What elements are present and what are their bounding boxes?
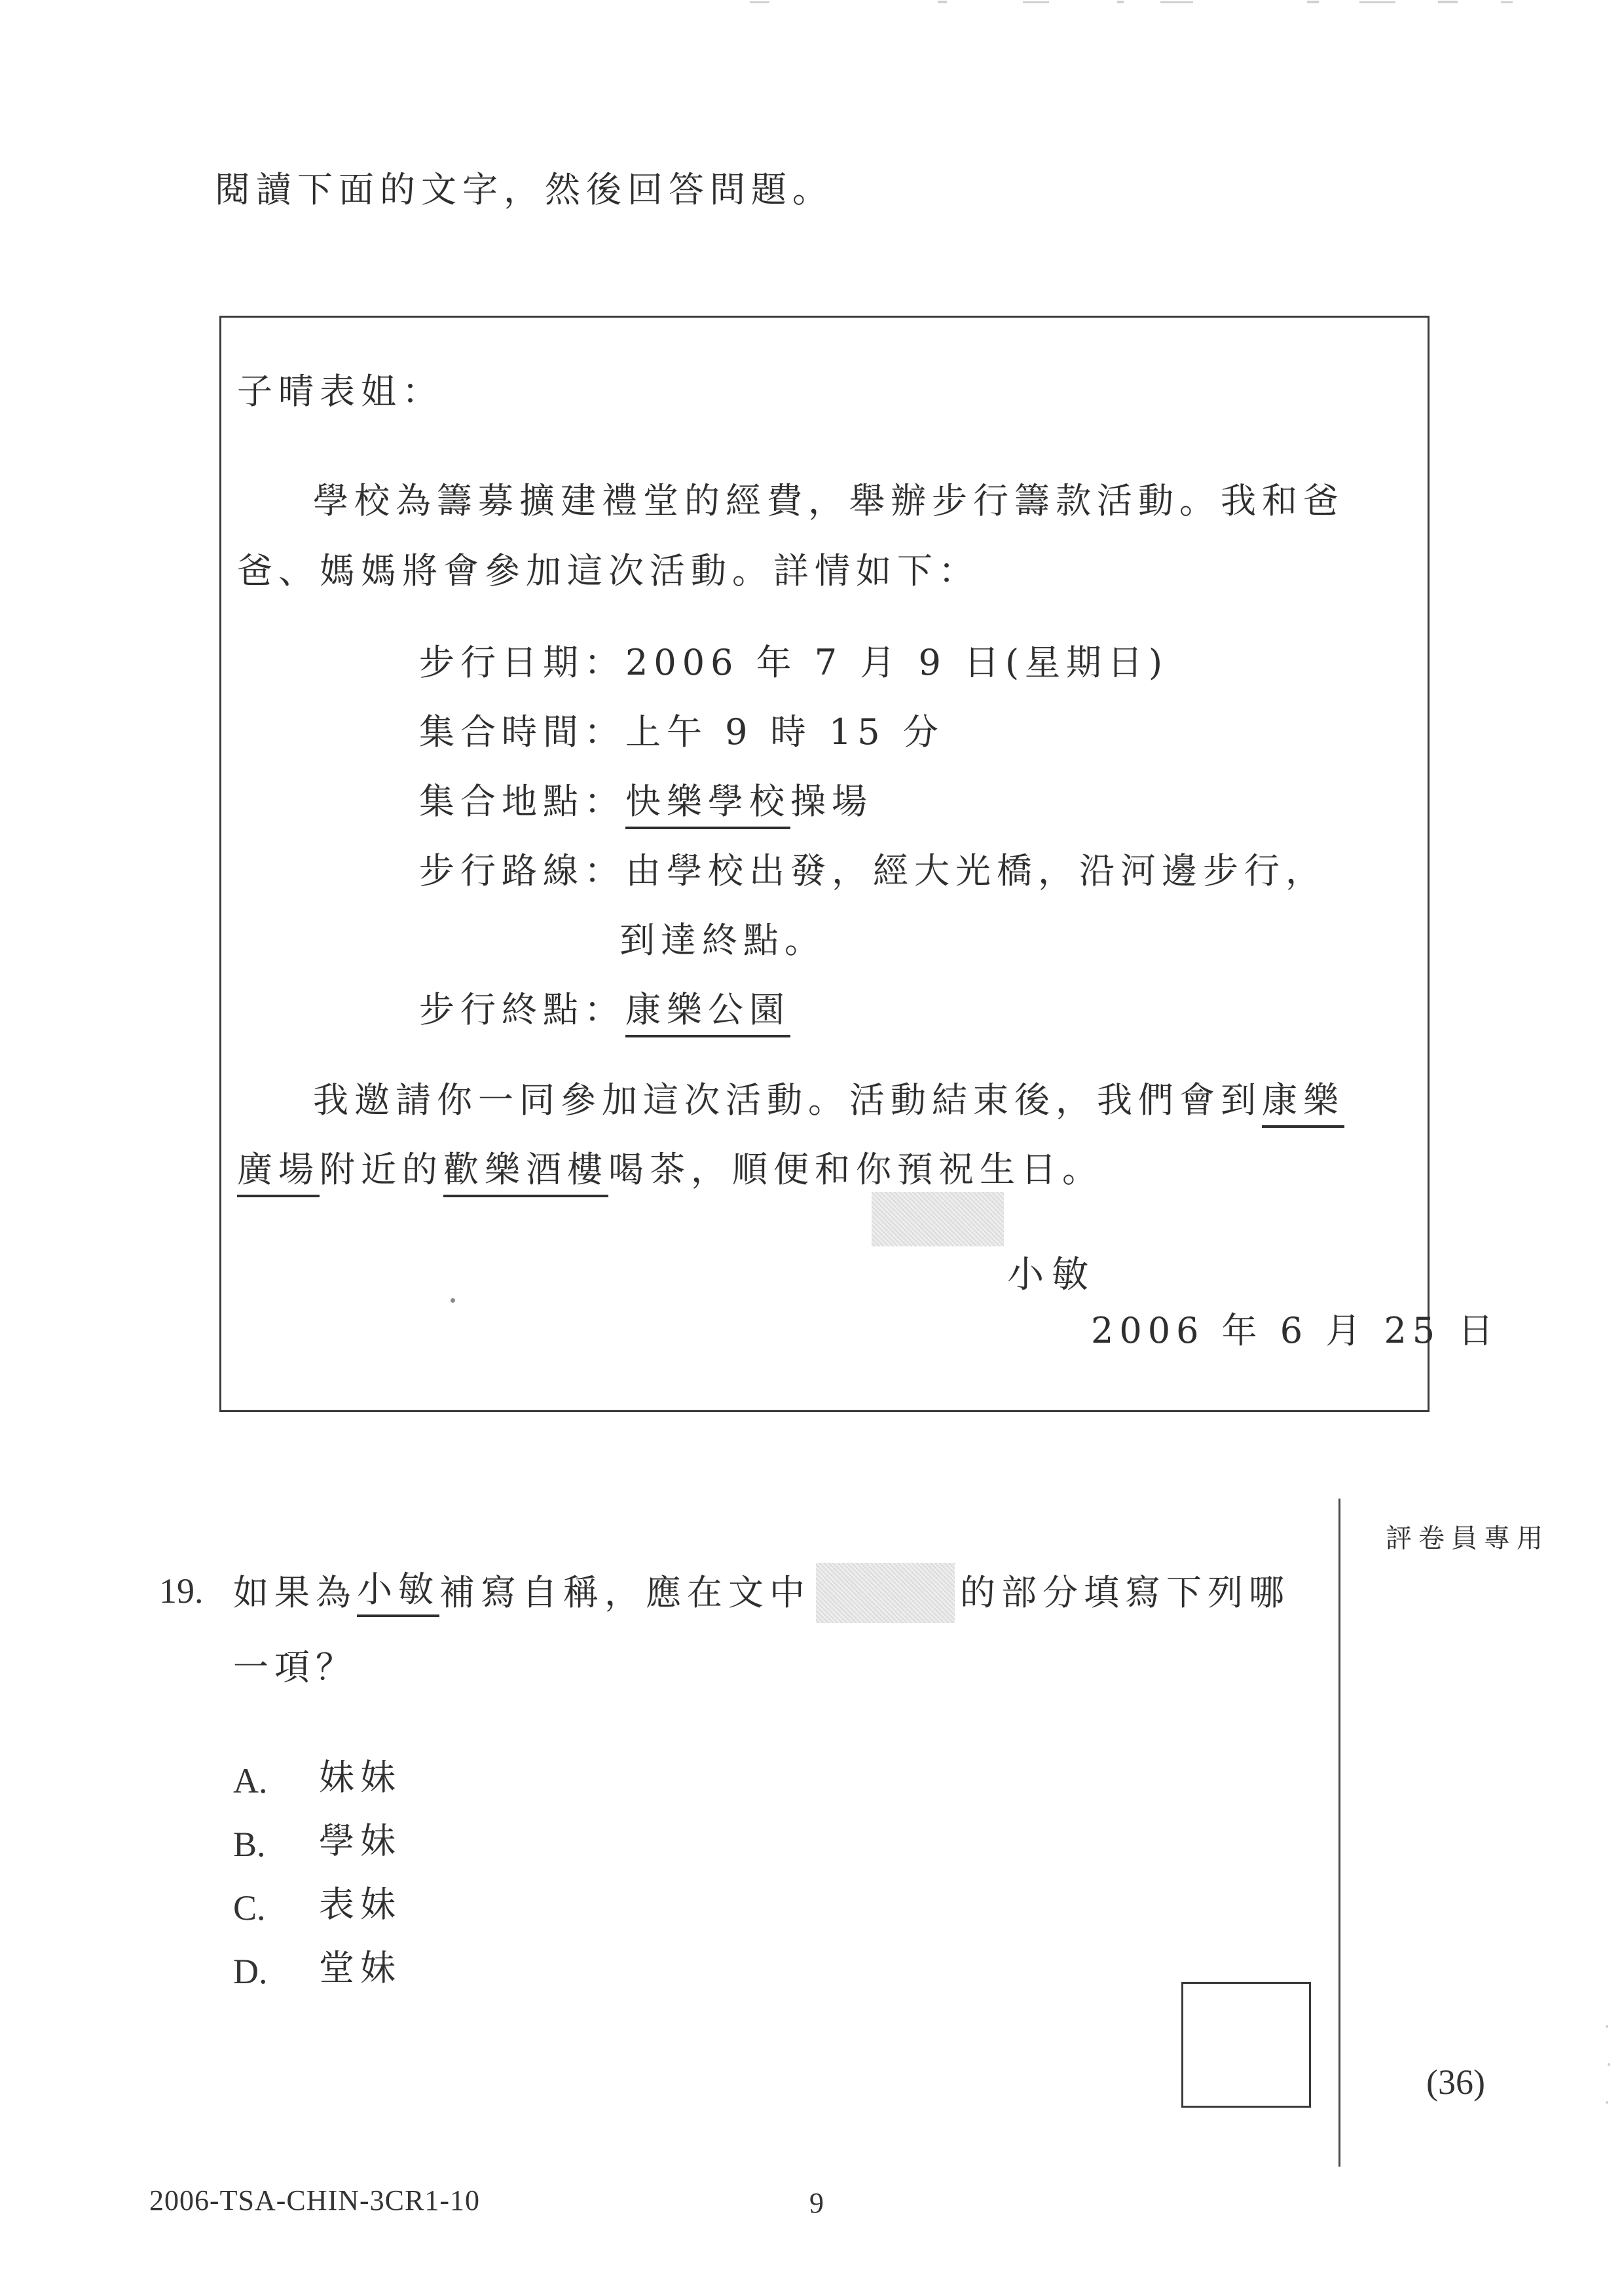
detail-label: 步行終點：	[419, 989, 625, 1030]
detail-label: 步行路線：	[419, 850, 625, 891]
detail-value: 由學校出發，經大光橋，沿河邊步行，	[625, 850, 1327, 891]
question-blank-grey-box	[816, 1563, 955, 1623]
underlined-plaza-name-part1: 康樂	[1262, 1079, 1344, 1128]
detail-value: 上午 9 時 15 分	[625, 711, 944, 753]
detail-row-assembly-time	[419, 711, 944, 753]
question-text-mid: 補寫自稱，應在文中	[439, 1572, 811, 1614]
letter-salutation: 子晴表姐：	[237, 371, 443, 412]
question-text-line1	[233, 1563, 1290, 1623]
detail-row-walk-date	[419, 642, 1168, 684]
detail-label: 集合地點：	[419, 781, 625, 822]
option-letter-d: D.	[233, 1952, 268, 1991]
letter-paragraph1-line2: 爸、媽媽將會參加這次活動。詳情如下：	[237, 550, 980, 591]
underlined-park-name: 康樂公園	[625, 989, 790, 1037]
underlined-school-name: 快樂學校	[625, 781, 790, 829]
question-text-pre: 如果為	[233, 1572, 357, 1614]
option-text-c: 表妹	[319, 1884, 401, 1925]
footer-paper-code: 2006-TSA-CHIN-3CR1-10	[149, 2184, 480, 2216]
detail-value-continuation: 到達終點。	[619, 920, 826, 961]
option-letter-b: B.	[233, 1825, 266, 1864]
redacted-self-reference-box	[872, 1192, 1004, 1246]
detail-row-walk-route	[419, 850, 1327, 892]
marker-column-label: 評卷員專用	[1386, 1523, 1549, 1554]
option-letter-a: A.	[233, 1761, 268, 1801]
letter-paragraph2-line1	[313, 1079, 1344, 1121]
detail-value-rest: 操場	[790, 781, 873, 822]
paragraph2-text: 附近的	[320, 1149, 443, 1190]
option-text-b: 學妹	[319, 1820, 401, 1861]
option-text-a: 妹妹	[319, 1757, 401, 1798]
letter-paragraph2-line2	[237, 1149, 1103, 1191]
footer-page-number: 9	[809, 2187, 824, 2219]
letter-signature: 小敏	[1007, 1254, 1096, 1296]
detail-value: 2006 年 7 月 9 日(星期日)	[625, 642, 1169, 683]
question-number: 19.	[159, 1571, 204, 1611]
detail-row-assembly-place	[419, 781, 873, 823]
answer-box	[1181, 1982, 1311, 2108]
underlined-plaza-name-part2: 廣場	[237, 1149, 320, 1197]
reading-instruction: 閱讀下面的文字，然後回答問題。	[215, 169, 834, 210]
marker-column-separator-line	[1338, 1499, 1340, 2167]
detail-label: 集合時間：	[419, 711, 625, 753]
detail-row-walk-route-continuation	[619, 920, 826, 961]
letter-paragraph1-line1: 學校為籌募擴建禮堂的經費，舉辦步行籌款活動。我和爸	[313, 480, 1344, 521]
detail-label: 步行日期：	[419, 642, 625, 683]
paragraph2-text: 我邀請你一同參加這次活動。活動結束後，我們會到	[313, 1079, 1262, 1121]
paragraph2-text: 喝茶，順便和你預祝生日。	[608, 1149, 1103, 1190]
question-text-post: 的部分填寫下列哪	[960, 1572, 1290, 1614]
detail-row-walk-endpoint	[419, 989, 790, 1031]
underlined-xiaomin: 小敏	[357, 1569, 439, 1618]
score-allocation: (36)	[1426, 2062, 1485, 2102]
option-text-d: 堂妹	[319, 1947, 401, 1988]
underlined-restaurant-name: 歡樂酒樓	[443, 1149, 608, 1197]
stray-dot-artifact	[451, 1298, 455, 1303]
letter-date: 2006 年 6 月 25 日	[1091, 1310, 1500, 1351]
question-text-line2: 一項？	[233, 1647, 357, 1688]
option-letter-c: C.	[233, 1888, 266, 1928]
